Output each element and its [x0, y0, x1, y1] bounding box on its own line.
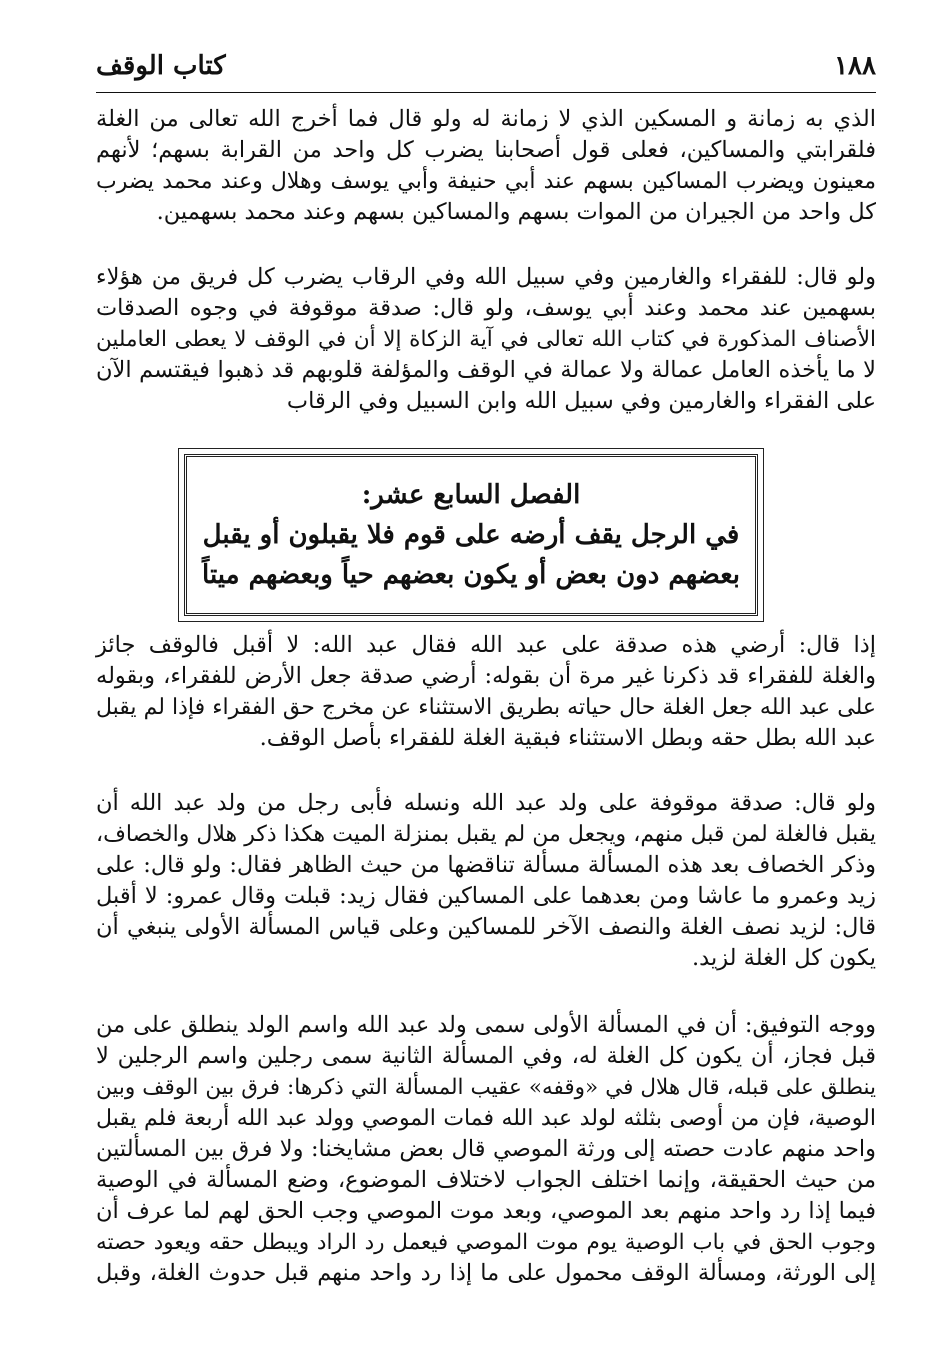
text-line: الأصناف المذكورة في كتاب الله تعالى في آية الزكاة إلا أن في الوقف لا يعطى العاملين — [96, 327, 876, 352]
text-line: يقبل فالغلة لمن قبل منهم، ويجعل من لم يقبل بمنزلة الميت هكذا ذكر هلال والخصاف، — [96, 822, 876, 847]
text-line: قبل فجاز، أن يكون كل الغلة له، وفي المسألة الثانية سمى رجلين واسم الرجلين لا — [96, 1043, 876, 1069]
text-line: معينون ويضرب المساكين بسهم عند أبي حنيفة وأبي يوسف وهلال وعند محمد يضرب — [96, 169, 876, 194]
paragraph-2 — [96, 262, 876, 417]
header-divider — [96, 92, 876, 93]
text-line: ولو قال: للفقراء والغارمين وفي سبيل الله وفي الرقاب يضرب كل فريق من هؤلاء — [96, 264, 876, 290]
chapter-number: الفصل السابع عشر: — [361, 480, 581, 510]
text-line: قال: لزيد نصف الغلة والنصف الآخر للمساكين وعلى قياس المسألة الأولى ينبغي أن — [96, 914, 876, 940]
text-line: الوصية، فإن من أوصى بثلثه لولد عبد الله فمات الموصي وولد عبد الله أربعة فلم يقبل — [96, 1106, 876, 1131]
text-line: ووجه التوفيق: أن في المسألة الأولى سمى ولد عبد الله واسم الولد ينطلق على من — [96, 1012, 876, 1038]
page-header — [96, 42, 876, 90]
text-line: ولو قال: صدقة موقوفة على ولد عبد الله ونسله فأبى رجل من ولد عبد الله أن — [96, 790, 876, 816]
text-line: عبد الله بطل حقه وبطل الاستثناء فبقية الغلة للفقراء بأصل الوقف. — [259, 725, 876, 751]
text-line: كل واحد من الجيران من الموات بسهم والمساكين بسهم وعند محمد بسهمين. — [156, 199, 876, 225]
chapter-heading-box — [184, 454, 758, 616]
text-line: ينطلق على قبله، قال هلال في «وقفه» عقيب المسألة التي ذكرها: فرق بين الوقف وبين — [96, 1075, 876, 1100]
text-line: الذي به زمانة و المسكين الذي لا زمانة له ولو قال فما أخرج الله تعالى من الغلة — [96, 106, 876, 132]
text-line: على الفقراء والغارمين وفي سبيل الله وابن السبيل وفي الرقاب — [286, 388, 876, 414]
text-line: إلى الورثة، ومسألة الوقف محمول على ما إذا رد واحد منهم قبل حدوث الغلة، وقبل — [96, 1260, 876, 1286]
chapter-title-line: بعضهم دون بعض أو يكون بعضهم حياً وبعضهم ميتاً — [202, 560, 740, 590]
text-line: من حيث الحقيقة، وإنما اختلف الجواب لاختلاف الموضوع، وضع المسألة في الوصية — [96, 1167, 876, 1193]
text-line: وذكر الخصاف بعد هذه المسألة مسألة تناقضها من حيث الظاهر فقال: ولو قال: على — [96, 852, 876, 878]
text-line: يكون كل الغلة لزيد. — [691, 945, 876, 971]
paragraph-5 — [96, 1010, 876, 1289]
text-line: فيما إذا رد واحد منهم بعد الموصي، وبعد موت الموصي وجب الحق لهم لما عرف أن — [96, 1198, 876, 1224]
paragraph-1 — [96, 104, 876, 228]
chapter-title-line: في الرجل يقف أرضه على قوم فلا يقبلون أو يقبل — [202, 520, 740, 550]
text-line: إذا قال: أرضي هذه صدقة على عبد الله فقال عبد الله: لا أقبل فالوقف جائز — [96, 632, 876, 658]
text-line: واحد منهم عادت حصته إلى ورثة الموصي قال بعض مشايخنا: ولا فرق بين المسألتين — [96, 1136, 876, 1162]
text-line: بسهمين عند محمد وعند أبي يوسف، ولو قال: صدقة موقوفة في وجوه الصدقات — [96, 295, 876, 321]
text-line: زيد وعمرو ما عاشا ومن بعدهما على المساكين فقال زيد: قبلت وقال عمرو: لا أقبل — [96, 883, 876, 909]
text-line: على عبد الله جعل الغلة حال حياته بطريق الاستثناء عن مخرج حق الفقراء فإذا لم يقبل — [96, 695, 876, 720]
book-title: كتاب الوقف — [96, 51, 226, 81]
text-line: والغلة للفقراء قد ذكرنا غير مرة أن بقوله: أرضي صدقة جعل الأرض للفقراء، وبقوله — [96, 663, 877, 689]
page-number: ١٨٨ — [834, 51, 876, 81]
text-line: فلقرابتي والمساكين، فعلى قول أصحابنا يضرب كل واحد من القرابة بسهم؛ لأنهم — [96, 137, 876, 163]
text-line: لا ما يأخذه العامل عمالة ولا عمالة في الوقف والمؤلفة قلوبهم قد ذهبوا فيقتسم الآن — [96, 357, 876, 383]
paragraph-3 — [96, 630, 876, 754]
paragraph-4 — [96, 788, 876, 974]
text-line: وجوب الحق في باب الوصية يوم موت الموصي فيعمل رد الراد ويبطل حقه ويعود حصته — [96, 1230, 876, 1255]
